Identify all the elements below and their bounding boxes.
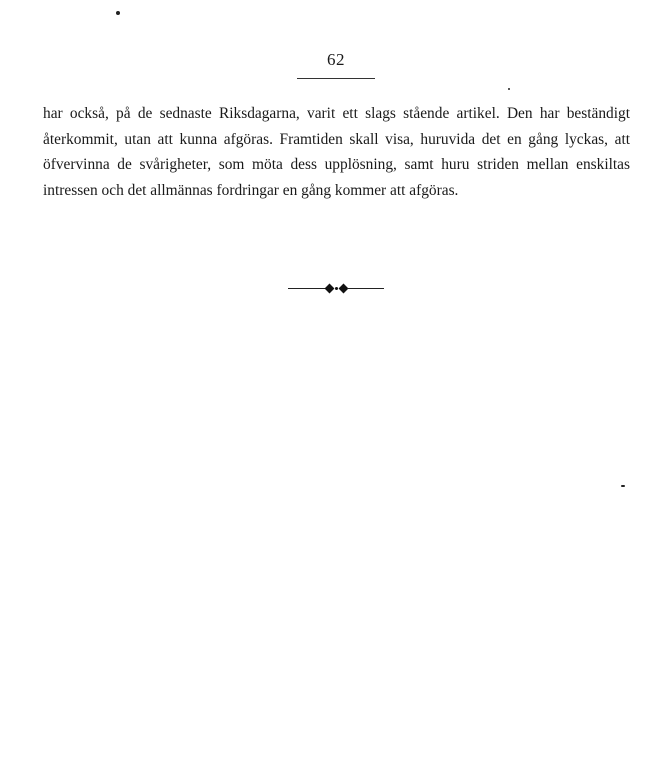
decorative-rule-ornament-icon [288, 283, 384, 295]
ink-speck [508, 88, 510, 90]
body-paragraph: har också, på de sednaste Riksdagarna, varit ett slags stående artikel. Den har beständigt återkommit, utan att kunna afgöras. Framtiden skall visa, huruvida det en gång lyckas, att öfvervinna de svårigheter, som möta dess upplösning, samt huru striden mellan enskiltas intressen och det allmännas fordringar en gång kommer att afgöras. [43, 105, 630, 199]
ink-speck [116, 11, 120, 15]
page-number-rule [297, 78, 375, 79]
ink-speck [621, 485, 625, 487]
ornament-center-dot [335, 287, 338, 290]
ornament-diamond-left [325, 284, 335, 294]
ornament-rule-left [288, 288, 325, 289]
page-number: 62 [327, 50, 345, 69]
ornament-rule-right [347, 288, 384, 289]
